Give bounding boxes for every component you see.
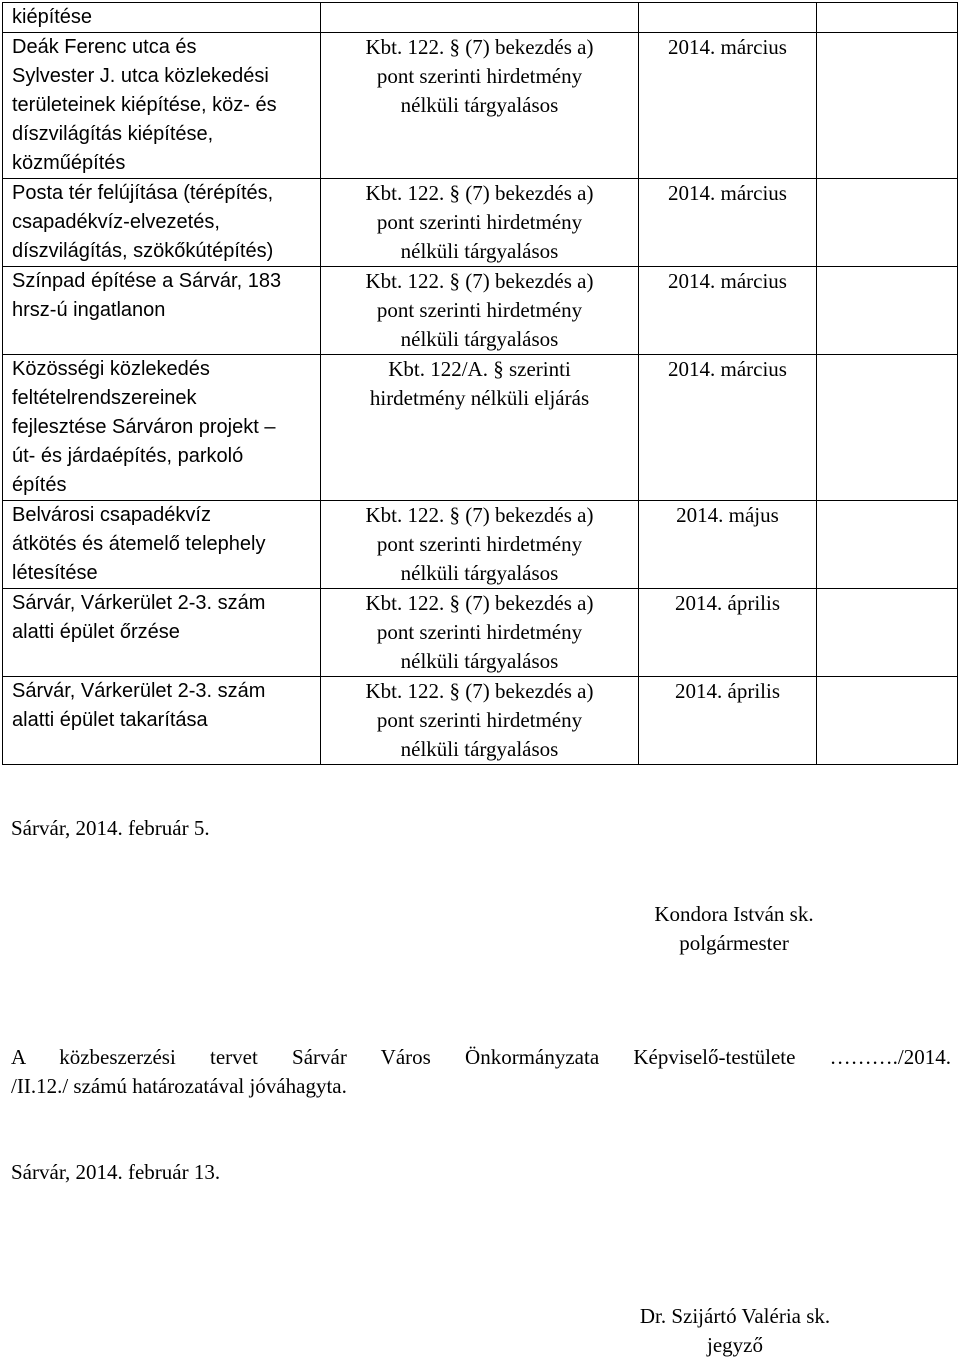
date-cell: 2014. május [639, 501, 817, 589]
date-cell: 2014. március [639, 355, 817, 501]
table-row [3, 677, 958, 765]
empty-cell [817, 33, 958, 179]
empty-cell [817, 677, 958, 765]
date-cell [639, 3, 817, 33]
project-name-cell: Sárvár, Várkerület 2-3. szám alatti épület takarítása [3, 677, 321, 765]
table-row [3, 179, 958, 267]
table-row [3, 355, 958, 501]
procedure-cell: Kbt. 122. § (7) bekezdés a) pont szerinti hirdetmény nélküli tárgyalásos [321, 267, 639, 355]
signer-2-name: Dr. Szijártó Valéria sk. [639, 1304, 831, 1328]
table-row [3, 589, 958, 677]
empty-cell [817, 355, 958, 501]
place-date-1: Sárvár, 2014. február 5. [11, 816, 210, 840]
table-row [3, 33, 958, 179]
project-name-cell: Színpad építése a Sárvár, 183 hrsz-ú ingatlanon [3, 267, 321, 355]
approval-line-1: A közbeszerzési tervet Sárvár Város Önkormányzata Képviselő-testülete ………./2014. [11, 1045, 951, 1069]
project-name-cell: Sárvár, Várkerület 2-3. szám alatti épület őrzése [3, 589, 321, 677]
date-cell: 2014. március [639, 33, 817, 179]
project-name-cell: Posta tér felújítása (térépítés, csapadékvíz-elvezetés, díszvilágítás, szökőkútépítés) [3, 179, 321, 267]
empty-cell [817, 267, 958, 355]
date-cell: 2014. április [639, 589, 817, 677]
project-name-cell: Deák Ferenc utca és Sylvester J. utca közlekedési területeinek kiépítése, köz- és díszvilágítás kiépítése, közműépítés [3, 33, 321, 179]
table-row [3, 3, 958, 33]
signer-1-name: Kondora István sk. [654, 902, 814, 926]
date-cell: 2014. március [639, 267, 817, 355]
procedure-cell: Kbt. 122. § (7) bekezdés a) pont szerinti hirdetmény nélküli tárgyalásos [321, 677, 639, 765]
procedure-cell: Kbt. 122. § (7) bekezdés a) pont szerinti hirdetmény nélküli tárgyalásos [321, 589, 639, 677]
date-cell: 2014. április [639, 677, 817, 765]
signer-2-title: jegyző [707, 1333, 763, 1357]
procedure-cell: Kbt. 122/A. § szerinti hirdetmény nélküli eljárás [321, 355, 639, 501]
procedure-cell: Kbt. 122. § (7) bekezdés a) pont szerinti hirdetmény nélküli tárgyalásos [321, 33, 639, 179]
empty-cell [817, 589, 958, 677]
empty-cell [817, 3, 958, 33]
procurement-plan-table [2, 2, 958, 765]
project-name-cell: Belvárosi csapadékvíz átkötés és átemelő telephely létesítése [3, 501, 321, 589]
procedure-cell [321, 3, 639, 33]
date-cell: 2014. március [639, 179, 817, 267]
empty-cell [817, 179, 958, 267]
empty-cell [817, 501, 958, 589]
table-row [3, 267, 958, 355]
approval-line-2: /II.12./ számú határozatával jóváhagyta. [11, 1074, 347, 1098]
approval-statement [11, 1043, 951, 1101]
procedure-cell: Kbt. 122. § (7) bekezdés a) pont szerinti hirdetmény nélküli tárgyalásos [321, 501, 639, 589]
signer-1-title: polgármester [679, 931, 789, 955]
place-date-2: Sárvár, 2014. február 13. [11, 1160, 221, 1184]
project-name-cell: Közösségi közlekedés feltételrendszereinek fejlesztése Sárváron projekt – út- és járdaépítés, parkoló építés [3, 355, 321, 501]
project-name-cell: kiépítése [3, 3, 321, 33]
procedure-cell: Kbt. 122. § (7) bekezdés a) pont szerinti hirdetmény nélküli tárgyalásos [321, 179, 639, 267]
table-row [3, 501, 958, 589]
